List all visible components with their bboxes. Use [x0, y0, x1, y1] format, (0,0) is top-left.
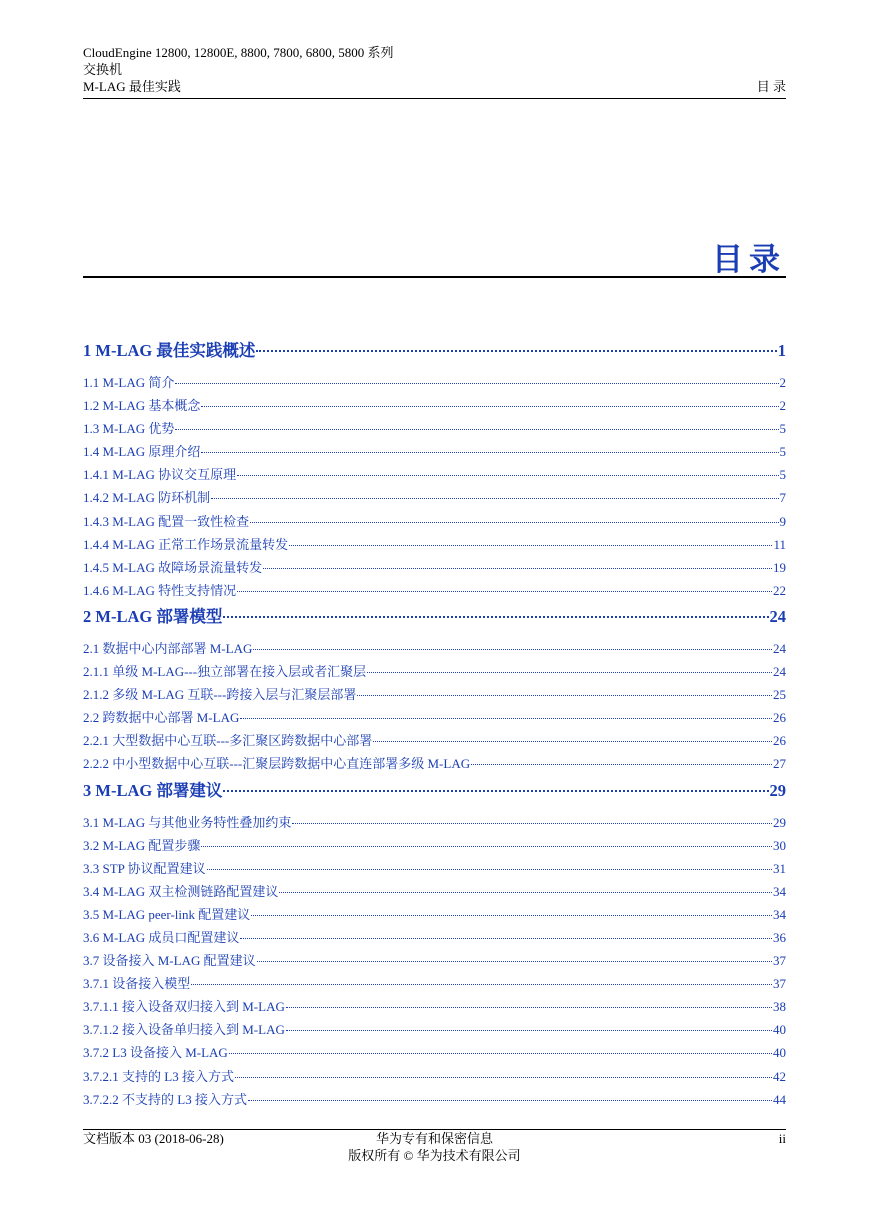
toc-dot-leader — [211, 498, 778, 499]
toc-entry-title: 2.1.1 单级 M-LAG---独立部署在接入层或者汇聚层 — [83, 664, 367, 680]
toc-entry-page: 5 — [779, 444, 786, 460]
header-divider — [83, 98, 786, 99]
toc-entry-page: 22 — [773, 582, 786, 598]
toc-dot-leader — [286, 1030, 772, 1031]
toc-entry[interactable] — [83, 339, 786, 371]
toc-entry-page: 24 — [773, 640, 786, 656]
toc-entry-page: 2 — [779, 398, 786, 414]
footer-doc-version: 文档版本 03 (2018-06-28) — [83, 1131, 224, 1146]
toc-entry-page: 42 — [773, 1068, 786, 1084]
toc-dot-leader — [248, 1100, 772, 1101]
toc-entry[interactable] — [83, 394, 786, 417]
toc-dot-leader — [286, 1007, 772, 1008]
toc-entry-title: 2.2.1 大型数据中心互联---多汇聚区跨数据中心部署 — [83, 733, 373, 749]
toc-entry-title: 3 M-LAG 部署建议 — [83, 780, 223, 800]
toc-dot-leader — [289, 545, 772, 546]
toc-dot-leader — [229, 1053, 772, 1054]
toc-entry[interactable] — [83, 729, 786, 752]
toc-entry-title: 1.4 M-LAG 原理介绍 — [83, 444, 201, 460]
toc-entry-title: 3.6 M-LAG 成员口配置建议 — [83, 929, 240, 945]
toc-entry-page: 30 — [773, 837, 786, 853]
toc-dot-leader — [175, 429, 778, 430]
toc-entry-title: 3.7.2.2 不支持的 L3 接入方式 — [83, 1091, 247, 1107]
toc-entry[interactable] — [83, 683, 786, 706]
toc-entry-page: 44 — [773, 1091, 786, 1107]
toc-entry-title: 1 M-LAG 最佳实践概述 — [83, 341, 256, 360]
toc-entry[interactable] — [83, 995, 786, 1018]
toc-entry-page: 29 — [769, 780, 786, 800]
toc-entry-page: 24 — [773, 664, 786, 680]
toc-entry[interactable] — [83, 417, 786, 440]
toc-entry-page: 38 — [773, 999, 786, 1015]
toc-entry[interactable] — [83, 834, 786, 857]
toc-entry-title: 3.7.1.2 接入设备单归接入到 M-LAG — [83, 1022, 285, 1038]
toc-entry-page: 19 — [773, 559, 786, 575]
toc-entry[interactable] — [83, 706, 786, 729]
header-bottom-line — [83, 78, 786, 95]
toc-dot-leader — [357, 695, 772, 696]
toc-entry-page: 11 — [773, 536, 786, 552]
toc-entry[interactable] — [83, 605, 786, 637]
toc-entry-page: 37 — [773, 953, 786, 969]
toc-entry-page: 37 — [773, 976, 786, 992]
toc-entry-title: 1.4.2 M-LAG 防环机制 — [83, 490, 211, 506]
toc-dot-leader — [251, 915, 772, 916]
toc-entry[interactable] — [83, 660, 786, 683]
toc-entry[interactable] — [83, 1041, 786, 1064]
toc-dot-leader — [207, 869, 772, 870]
toc-entry-title: 2.1 数据中心内部部署 M-LAG — [83, 640, 253, 656]
toc-entry[interactable] — [83, 556, 786, 579]
toc-entry[interactable] — [83, 1088, 786, 1111]
toc-entry-title: 3.3 STP 协议配置建议 — [83, 860, 206, 876]
toc-entry[interactable] — [83, 972, 786, 995]
toc-entry[interactable] — [83, 811, 786, 834]
header-product-line: CloudEngine 12800, 12800E, 8800, 7800, 6800, 5800 系列 — [83, 45, 394, 60]
toc-entry-title: 1.3 M-LAG 优势 — [83, 421, 175, 437]
toc-entry-title: 3.7.1 设备接入模型 — [83, 976, 191, 992]
toc-dot-leader — [237, 475, 778, 476]
toc-entry-title: 1.2 M-LAG 基本概念 — [83, 398, 201, 414]
toc-entry[interactable] — [83, 926, 786, 949]
toc-entry-title: 1.4.5 M-LAG 故障场景流量转发 — [83, 559, 263, 575]
toc-entry-title: 1.4.4 M-LAG 正常工作场景流量转发 — [83, 536, 289, 552]
toc-dot-leader — [201, 846, 772, 847]
toc-entry-page: 34 — [773, 883, 786, 899]
toc-dot-leader — [257, 961, 772, 962]
toc-entry[interactable] — [83, 1018, 786, 1041]
toc-entry[interactable] — [83, 779, 786, 811]
toc-dot-leader — [240, 938, 772, 939]
toc-entry-page: 26 — [773, 710, 786, 726]
toc-entry-title: 3.7.1.1 接入设备双归接入到 M-LAG — [83, 999, 285, 1015]
toc-dot-leader — [263, 568, 772, 569]
toc-entry-title: 2 M-LAG 部署模型 — [83, 606, 223, 626]
header-device-type: 交换机 — [83, 62, 123, 77]
toc-entry[interactable] — [83, 486, 786, 509]
toc-entry-page: 5 — [779, 467, 786, 483]
toc-entry-page: 25 — [773, 687, 786, 703]
toc-entry-title: 1.4.3 M-LAG 配置一致性检查 — [83, 513, 250, 529]
title-divider — [83, 276, 786, 278]
toc-entry[interactable] — [83, 637, 786, 660]
header-doc-name: M-LAG 最佳实践 — [83, 79, 181, 94]
toc-entry-page: 34 — [773, 906, 786, 922]
toc-entry-title: 3.4 M-LAG 双主检测链路配置建议 — [83, 883, 279, 899]
toc-entry-title: 3.7.2.1 支持的 L3 接入方式 — [83, 1068, 234, 1084]
toc-entry[interactable] — [83, 510, 786, 533]
toc-entry-title: 1.4.1 M-LAG 协议交互原理 — [83, 467, 237, 483]
toc-entry[interactable] — [83, 1065, 786, 1088]
toc-entry-page: 27 — [773, 756, 786, 772]
toc-dot-leader — [223, 616, 768, 618]
toc-entry-page: 40 — [773, 1022, 786, 1038]
toc-dot-leader — [201, 406, 778, 407]
toc-entry-title: 1.4.6 M-LAG 特性支持情况 — [83, 582, 237, 598]
toc-entry-page: 29 — [773, 814, 786, 830]
table-of-contents — [83, 336, 786, 1111]
toc-dot-leader — [373, 741, 772, 742]
toc-dot-leader — [250, 522, 778, 523]
toc-entry-page: 5 — [779, 421, 786, 437]
toc-entry-page: 26 — [773, 733, 786, 749]
footer-copyright-line: 版权所有 © 华为技术有限公司 — [348, 1148, 521, 1163]
toc-entry-page: 1 — [777, 341, 786, 360]
toc-entry[interactable] — [83, 440, 786, 463]
toc-entry[interactable] — [83, 463, 786, 486]
toc-dot-leader — [191, 984, 772, 985]
toc-entry-title: 1.1 M-LAG 简介 — [83, 375, 175, 390]
toc-entry-title: 3.5 M-LAG peer-link 配置建议 — [83, 906, 251, 922]
toc-dot-leader — [240, 718, 772, 719]
toc-entry[interactable] — [83, 880, 786, 903]
toc-entry[interactable] — [83, 903, 786, 926]
toc-dot-leader — [237, 591, 772, 592]
toc-dot-leader — [367, 672, 772, 673]
toc-entry-title: 3.7 设备接入 M-LAG 配置建议 — [83, 953, 256, 969]
toc-entry-page: 9 — [779, 513, 786, 529]
toc-entry[interactable] — [83, 752, 786, 775]
toc-entry-title: 2.2 跨数据中心部署 M-LAG — [83, 710, 240, 726]
toc-entry[interactable] — [83, 949, 786, 972]
toc-entry-page: 40 — [773, 1045, 786, 1061]
footer-copyright — [83, 1130, 786, 1164]
toc-dot-leader — [235, 1077, 772, 1078]
toc-entry[interactable] — [83, 857, 786, 880]
toc-entry-page: 24 — [769, 606, 786, 626]
toc-entry-title: 3.7.2 L3 设备接入 M-LAG — [83, 1045, 228, 1061]
toc-entry-title: 2.1.2 多级 M-LAG 互联---跨接入层与汇聚层部署 — [83, 687, 357, 703]
toc-entry[interactable] — [83, 371, 786, 394]
toc-entry-title: 3.2 M-LAG 配置步骤 — [83, 837, 201, 853]
toc-dot-leader — [256, 350, 776, 352]
toc-entry-title: 2.2.2 中小型数据中心互联---汇聚层跨数据中心直连部署多级 M-LAG — [83, 756, 471, 772]
toc-entry-page: 2 — [779, 375, 786, 390]
toc-dot-leader — [253, 649, 772, 650]
toc-entry[interactable] — [83, 533, 786, 556]
toc-dot-leader — [201, 452, 778, 453]
page-header — [83, 44, 786, 95]
toc-entry-title: 3.1 M-LAG 与其他业务特性叠加约束 — [83, 814, 292, 830]
toc-entry-page: 31 — [773, 860, 786, 876]
page-title: 目录 — [712, 242, 786, 278]
footer-page-number: ii — [778, 1131, 786, 1146]
header-section-name: 目 录 — [756, 79, 786, 94]
toc-entry-page: 36 — [773, 929, 786, 945]
toc-dot-leader — [471, 764, 772, 765]
toc-dot-leader — [175, 383, 778, 384]
toc-entry[interactable] — [83, 579, 786, 602]
toc-dot-leader — [292, 823, 772, 824]
toc-entry-page: 7 — [779, 490, 786, 506]
footer-confidential: 华为专有和保密信息 — [375, 1131, 493, 1146]
toc-dot-leader — [279, 892, 772, 893]
toc-dot-leader — [223, 790, 768, 792]
